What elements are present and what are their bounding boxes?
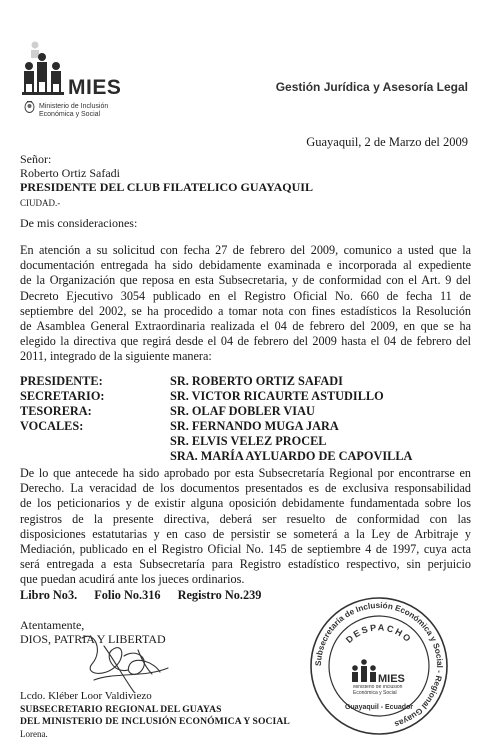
paragraph-line: Decreto Ejecutivo 3054 publicado en el Registro Oficial No. 660 de fecha 11 de xyxy=(20,288,471,303)
member-name: SR. OLAF DOBLER VIAU xyxy=(170,404,315,418)
paragraph-line: disposiciones estatutarias y en caso de persistir se someterá a la Ley de Arbitraje y xyxy=(20,526,471,541)
paragraph-line: En atención a su solicitud con fecha 27 de febrero del 2009, comunico a usted que la xyxy=(20,243,471,257)
paragraph-line: Derecho. La veracidad de los documentos presentados es de exclusiva responsabilidad xyxy=(20,481,471,496)
mies-figures-icon xyxy=(22,40,70,98)
stamp-outer-text: Subsecretaría de Inclusión Económica y Social - Regional Guayas xyxy=(313,600,445,729)
paragraph-line: 2011, integrado de la siguiente manera: xyxy=(20,349,212,364)
registro-number: Registro No.239 xyxy=(177,588,262,602)
ecuador-seal-icon xyxy=(24,100,35,114)
paragraph-line: De lo que antecede ha sido aprobado por esta Subsecretaría Regional por encontrarse en xyxy=(20,466,471,480)
paragraph-line: registros de la presente directiva, deberá ser resuelto de conformidad con las xyxy=(20,511,471,526)
addressee-city: CIUDAD.- xyxy=(20,198,61,208)
official-stamp xyxy=(309,596,449,736)
signatory-office: SUBSECRETARIO REGIONAL DEL GUAYAS xyxy=(20,704,222,715)
paragraph-line: que puedan acudirá ante los jueces ordinarios. xyxy=(20,572,245,587)
addressee-name: Roberto Ortiz Safadi xyxy=(20,166,120,180)
member-name: SRA. MARÍA AYLUARDO DE CAPOVILLA xyxy=(170,449,413,463)
role-title: TESORERA: xyxy=(20,404,92,418)
paragraph-line: será entregada a esta Subsecretaría para Registro estadístico respectivo, sin perjuicio xyxy=(20,557,471,572)
signatory-ministry: DEL MINISTERIO DE INCLUSIÓN ECONÓMICA Y SOCIAL xyxy=(20,716,290,727)
addressee-title: PRESIDENTE DEL CLUB FILATELICO GUAYAQUIL xyxy=(20,180,313,194)
stamp-mies-figures-icon xyxy=(352,659,376,682)
member-name: SR. ELVIS VELEZ PROCEL xyxy=(170,434,327,448)
greeting: De mis consideraciones: xyxy=(20,216,138,230)
role-title: VOCALES: xyxy=(20,419,84,433)
stamp-ministry-text: Ministerio de Inclusión Económica y Social xyxy=(353,685,403,696)
paragraph-line: de los peticionarios y de existir alguna oposición debidamente fundamentada sobre los xyxy=(20,496,471,511)
salutation: Señor: xyxy=(20,152,52,166)
paragraph-line: elegido la directiva que regirá desde el 04 de febrero del 2009 hasta el 04 de febrero del xyxy=(20,334,471,349)
paragraph-line: de Asamblea General Extraordinaria realizada el 04 de febrero del 2009, en que se ha xyxy=(20,319,471,334)
stamp-logo-word: MIES xyxy=(378,673,405,685)
logo-wordmark: MIES xyxy=(68,76,122,99)
closing-motto: DIOS, PATRIA Y LIBERTAD xyxy=(20,632,166,646)
role-title: PRESIDENTE: xyxy=(20,374,103,388)
member-name: SR. VICTOR RICAURTE ASTUDILLO xyxy=(170,389,384,403)
closing-salutation: Atentamente, xyxy=(20,618,85,632)
paragraph-line: septiembre del 2002, se ha procedido a tomar nota con fines estadísticos la Resolución xyxy=(20,303,471,318)
body-paragraph-1 xyxy=(20,243,471,365)
stamp-despacho: DESPACHO xyxy=(343,622,415,645)
paragraph-line: Mediación, publicado en el Registro Oficial No. 145 de septiembre 4 de 1997, cuya acta xyxy=(20,542,471,557)
dateline: Guayaquil, 2 de Marzo del 2009 xyxy=(306,135,468,149)
libro-number: Libro No3. xyxy=(20,588,78,602)
paragraph-line: de la Organización que reposa en esta Subsecretaria, y de conformidad con el Art. 9 del xyxy=(20,273,471,288)
logo-ministry-text: Ministerio de Inclusión Económica y Social xyxy=(39,103,109,118)
paragraph-line: documentación entregada ha sido debidamente examinada e incorporada al expediente xyxy=(20,258,471,273)
role-title: SECRETARIO: xyxy=(20,389,105,403)
body-paragraph-2 xyxy=(20,466,471,588)
handwritten-signature xyxy=(64,620,184,700)
typist-initials: Lorena. xyxy=(20,729,48,739)
folio-number: Folio No.316 xyxy=(94,588,161,602)
department-header: Gestión Jurídica y Asesoría Legal xyxy=(275,80,468,94)
registro-line xyxy=(20,588,275,603)
member-name: SR. ROBERTO ORTIZ SAFADI xyxy=(170,374,343,388)
mies-logo xyxy=(22,40,122,122)
signatory-name: Lcdo. Kléber Loor Valdiviezo xyxy=(20,690,152,702)
member-name: SR. FERNANDO MUGA JARA xyxy=(170,419,339,433)
stamp-city: Guayaquil - Ecuador xyxy=(344,704,414,711)
